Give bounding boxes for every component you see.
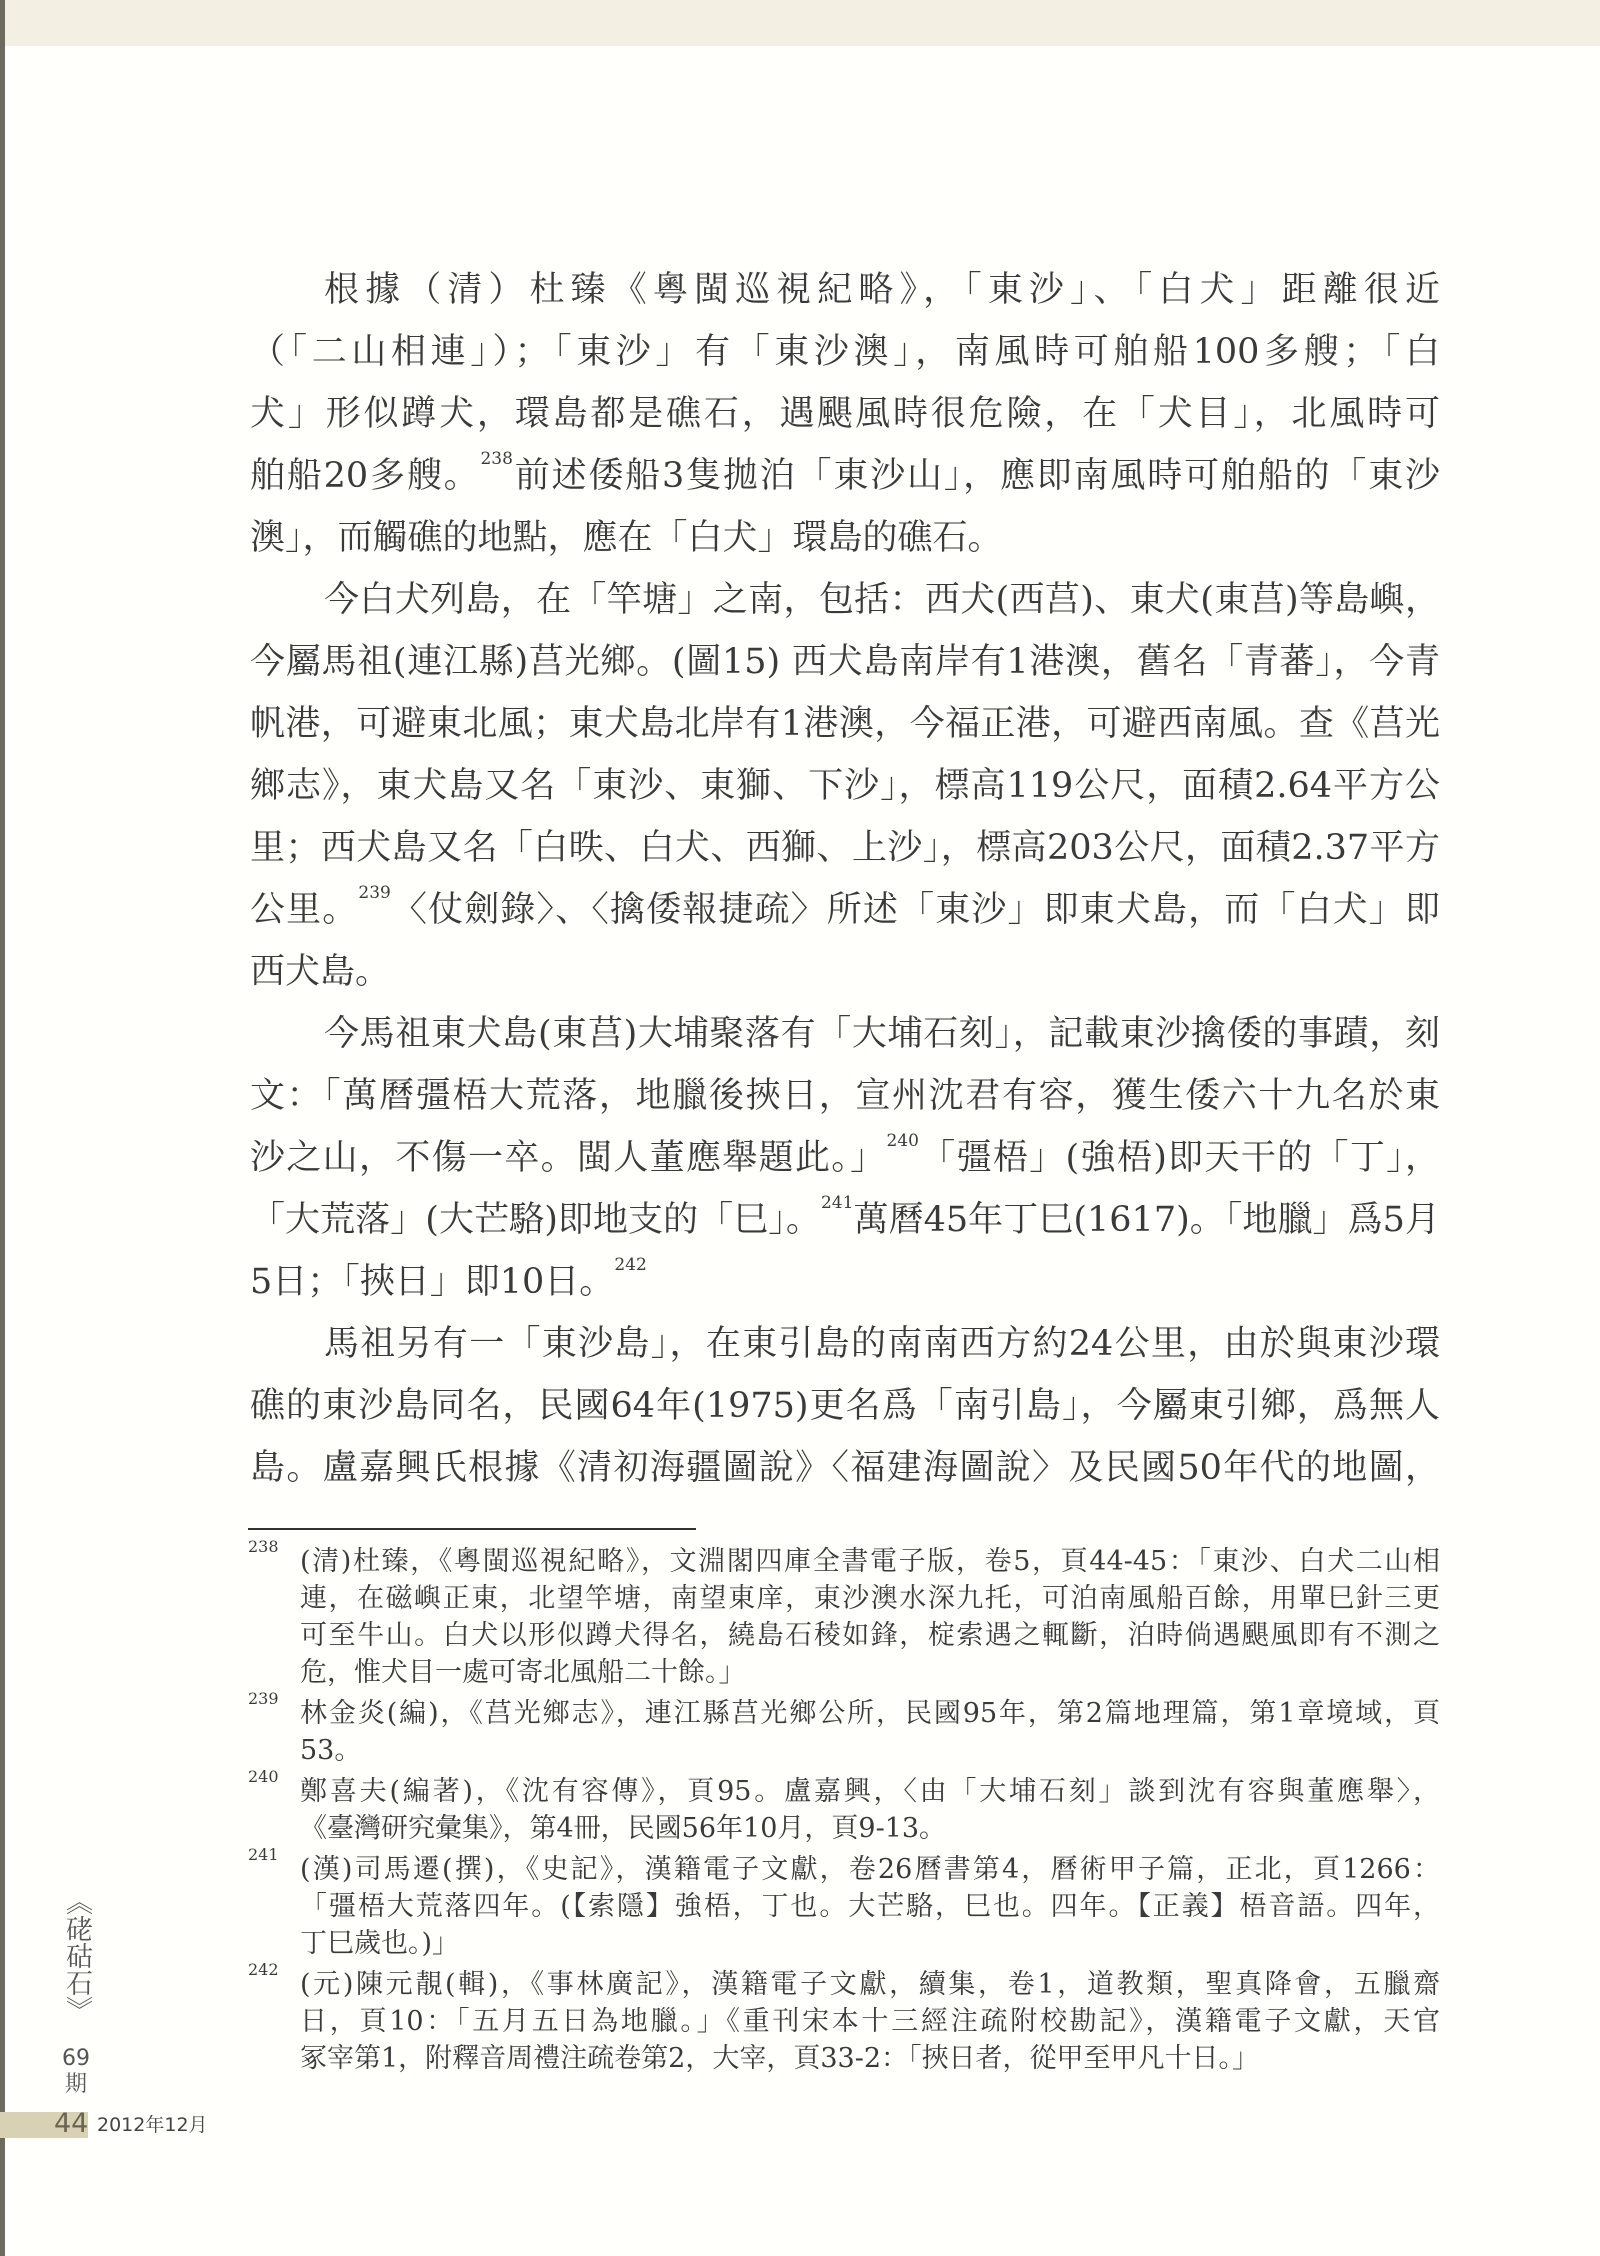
text-run: 沙之山，不傷一卒。閩人董應舉題此。」 xyxy=(250,1138,887,1178)
text-run: 萬曆45年丁巳(1617)。「地臘」爲5月 xyxy=(853,1200,1441,1240)
text-run: 舶船20多艘。 xyxy=(250,456,481,496)
text-run: 「大荒落」(大芒駱)即地支的「巳」。 xyxy=(250,1200,821,1240)
text-run: 今白犬列島，在「竿塘」之南，包括：西犬(西莒)、東犬(東莒)等島嶼， xyxy=(324,580,1440,620)
text-line xyxy=(250,1003,1440,1065)
text-run: 里；西犬島又名「白昳、白犬、西獅、上沙」，標高203公尺，面積2.37平方 xyxy=(250,828,1440,868)
text-run: 犬」形似蹲犬，環島都是礁石，遇颶風時很危險，在「犬目」，北風時可 xyxy=(250,394,1440,434)
footnote-reference: 242 xyxy=(614,1255,647,1275)
text-run: 澳」，而觸礁的地點，應在「白犬」環島的礁石。 xyxy=(250,518,1003,558)
text-run: 今馬祖東犬島(東莒)大埔聚落有「大埔石刻」，記載東沙擒倭的事蹟，刻 xyxy=(324,1014,1440,1054)
footnote-line: 可至牛山。白犬以形似蹲犬得名，繞島石稜如鋒，椗索遇之輒斷，泊時倘遇颶風即有不測之 xyxy=(300,1620,1440,1651)
text-line xyxy=(250,1189,1440,1251)
footnote-line: (元)陳元靚(輯)，《事林廣記》，漢籍電子文獻，續集，卷1，道教類，聖真降會，五臘齋 xyxy=(300,1969,1440,2000)
footnote-241 xyxy=(248,1845,1440,1962)
footnote-reference: 241 xyxy=(820,1193,854,1213)
text-line xyxy=(250,631,1440,693)
footnote-reference: 239 xyxy=(358,883,391,903)
footnote-line: 林金炎(編)，《莒光鄉志》，連江縣莒光鄉公所，民國95年，第2篇地理篇，第1章境域，頁 xyxy=(300,1698,1440,1729)
footnote-line: (清)杜臻，《粵閩巡視紀略》，文淵閣四庫全書電子版，卷5，頁44-45：「東沙、白犬二山相 xyxy=(300,1546,1440,1577)
text-line xyxy=(250,1313,1440,1375)
footnote-number: 242 xyxy=(248,1960,279,1979)
footnote-number: 238 xyxy=(248,1537,279,1556)
footnote-242 xyxy=(248,1960,1440,2077)
text-line xyxy=(250,383,1440,445)
text-line xyxy=(250,755,1440,817)
footnote-line: (漢)司馬遷(撰)，《史記》，漢籍電子文獻，卷26曆書第4，曆術甲子篇，正北，頁1266： xyxy=(300,1854,1440,1885)
footnote-line: 鄭喜夫(編著)，《沈有容傳》，頁95。盧嘉興，〈由「大埔石刻」談到沈有容與董應舉〉， xyxy=(300,1776,1440,1807)
text-run: 島。盧嘉興氏根據《清初海疆圖說》〈福建海圖說〉及民國50年代的地圖， xyxy=(250,1448,1440,1488)
text-line xyxy=(250,1065,1440,1127)
text-line xyxy=(250,693,1440,755)
footnote-line: 冢宰第1，附釋音周禮注疏卷第2，大宰，頁33-2：「挾日者，從甲至甲凡十日。」 xyxy=(300,2043,1260,2074)
footnote-number: 241 xyxy=(248,1845,279,1864)
text-run: 根據（清）杜臻《粵閩巡視紀略》，「東沙」、「白犬」距離很近 xyxy=(324,270,1440,310)
text-line xyxy=(250,445,1440,507)
footnote-number: 240 xyxy=(248,1767,279,1786)
text-run: 今屬馬祖(連江縣)莒光鄉。(圖15) 西犬島南岸有1港澳，舊名「青蕃」，今青 xyxy=(250,642,1440,682)
text-run: 「彊梧」(強梧)即天干的「丁」， xyxy=(918,1138,1440,1178)
text-line xyxy=(250,1375,1440,1437)
paragraph xyxy=(250,1313,1440,1499)
footnote-239 xyxy=(248,1689,1440,1769)
paragraph xyxy=(250,259,1440,569)
footnote-line: 丁巳歲也。)」 xyxy=(300,1928,460,1959)
text-run: 帆港，可避東北風；東犬島北岸有1港澳，今福正港，可避西南風。查《莒光 xyxy=(250,704,1440,744)
footnote-240 xyxy=(248,1767,1440,1847)
text-run: 鄉志》，東犬島又名「東沙、東獅、下沙」，標高119公尺，面積2.64平方公 xyxy=(250,766,1440,806)
text-run: （「二山相連」）；「東沙」有「東沙澳」，南風時可舶船100多艘；「白 xyxy=(250,332,1440,372)
text-run: 〈仗劍錄〉、〈擒倭報捷疏〉所述「東沙」即東犬島，而「白犬」即 xyxy=(390,890,1440,930)
text-run: 前述倭船3隻拋泊「東沙山」，應即南風時可舶船的「東沙 xyxy=(512,456,1440,496)
text-line xyxy=(250,1437,1440,1499)
journal-issue: 69期 xyxy=(62,2046,90,2097)
footnote-reference: 238 xyxy=(480,449,513,469)
text-run: 礁的東沙島同名，民國64年(1975)更名爲「南引島」，今屬東引鄉，爲無人 xyxy=(250,1386,1440,1426)
text-line xyxy=(250,941,1440,1003)
text-line xyxy=(250,507,1440,569)
text-run: 5日；「挾日」即10日。 xyxy=(250,1262,615,1302)
text-line xyxy=(250,817,1440,879)
text-line xyxy=(250,879,1440,941)
footnotes xyxy=(248,1537,1440,2081)
footnote-238 xyxy=(248,1537,1440,1691)
scan-top-band xyxy=(0,0,1600,46)
paragraph xyxy=(250,569,1440,1003)
publication-date: 2012年12月 xyxy=(97,2114,208,2136)
footnote-line: 連，在磁嶼正東，北望竿塘，南望東庠，東沙澳水深九托，可泊南風船百餘，用單巳針三更 xyxy=(300,1583,1440,1614)
page-binding-edge xyxy=(0,0,5,2256)
footnote-line: 日，頁10：「五月五日為地臘。」《重刊宋本十三經注疏附校勘記》，漢籍電子文獻，天官 xyxy=(300,2006,1440,2037)
footnote-line: 《臺灣研究彙集》，第4冊，民國56年10月，頁9-13。 xyxy=(300,1813,947,1844)
footnote-separator xyxy=(248,1528,696,1530)
text-run: 公里。 xyxy=(250,890,359,930)
text-line xyxy=(250,259,1440,321)
body-text xyxy=(250,259,1440,1499)
text-run: 西犬島。 xyxy=(250,952,391,992)
text-line xyxy=(250,569,1440,631)
footnote-line: 「彊梧大荒落四年。(【索隱】強梧，丁也。大芒駱，巳也。四年。【正義】梧音語。四年， xyxy=(300,1891,1440,1922)
text-line xyxy=(250,1127,1440,1189)
footnote-number: 239 xyxy=(248,1689,279,1708)
journal-title: 《硓𥑮石》 xyxy=(61,1888,92,2023)
footnote-line: 危，惟犬目一處可寄北風船二十餘。」 xyxy=(300,1657,746,1688)
text-line xyxy=(250,1251,1440,1313)
footnote-reference: 240 xyxy=(886,1131,919,1151)
paragraph xyxy=(250,1003,1440,1313)
text-run: 文：「萬曆彊梧大荒落，地臘後挾日，宣州沈君有容，獲生倭六十九名於東 xyxy=(250,1076,1440,1116)
page-number: 44 xyxy=(54,2108,89,2139)
text-line xyxy=(250,321,1440,383)
footnote-line: 53。 xyxy=(300,1735,362,1766)
text-run: 馬祖另有一「東沙島」，在東引島的南南西方約24公里，由於與東沙環 xyxy=(324,1324,1440,1364)
